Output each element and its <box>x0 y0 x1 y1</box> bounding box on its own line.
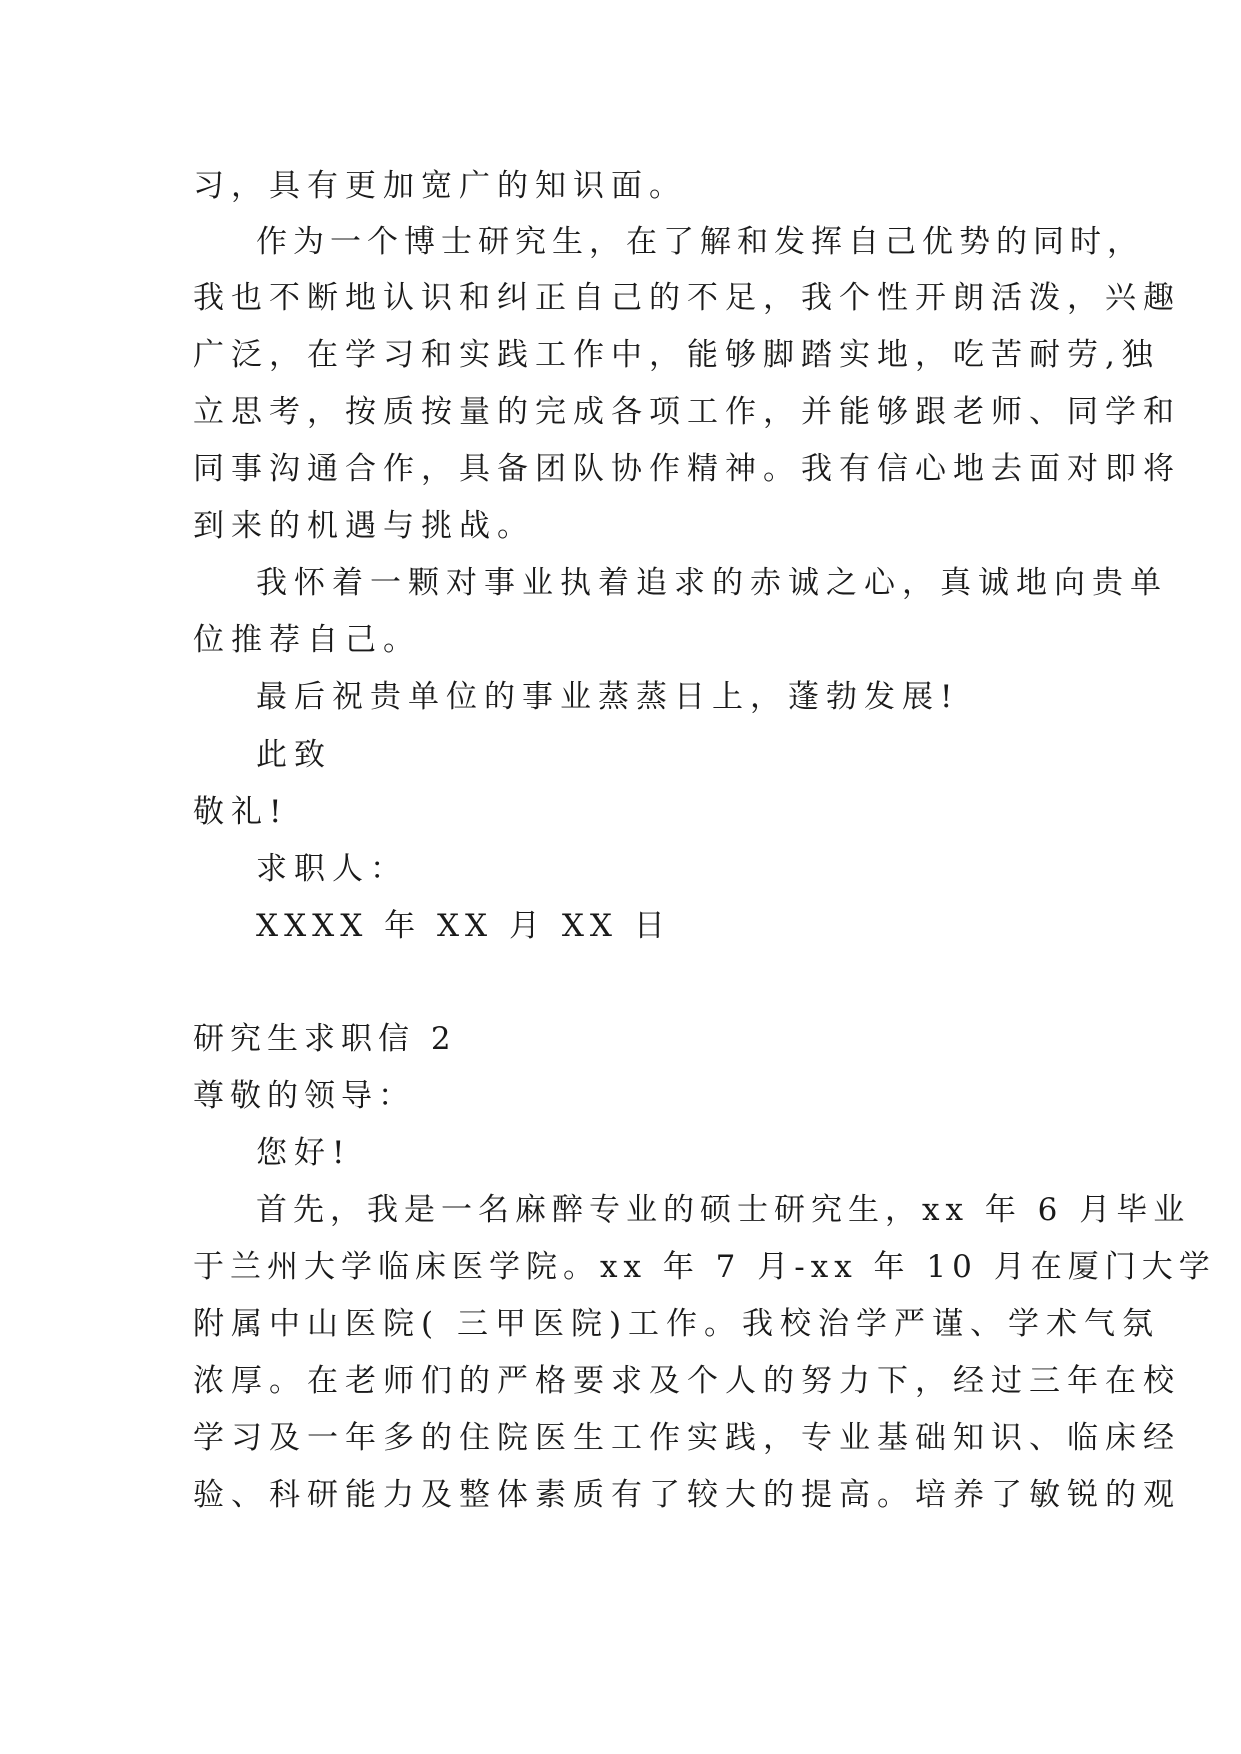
paragraph-line: 附属中山医院( 三甲医院)工作。我校治学严谨、学术气氛 <box>193 1306 1161 1342</box>
paragraph-line: 到来的机遇与挑战。 <box>193 508 535 544</box>
paragraph-line: 首先，我是一名麻醉专业的硕士研究生，xx 年 6 月毕业 <box>256 1192 1191 1228</box>
greeting-line: 尊敬的领导： <box>193 1078 415 1114</box>
paragraph-line: 广泛，在学习和实践工作中，能够脚踏实地，吃苦耐劳,独 <box>193 337 1160 373</box>
paragraph-line: 最后祝贵单位的事业蒸蒸日上，蓬勃发展! <box>256 679 960 715</box>
closing-regards: 敬礼! <box>193 794 289 830</box>
paragraph-line: 立思考，按质按量的完成各项工作，并能够跟老师、同学和 <box>193 394 1181 430</box>
paragraph-line: 浓厚。在老师们的严格要求及个人的努力下，经过三年在校 <box>193 1363 1181 1399</box>
paragraph-line: 位推荐自己。 <box>193 622 421 658</box>
date-line: XXXX 年 XX 月 XX 日 <box>256 908 671 944</box>
paragraph-line: 我怀着一颗对事业执着追求的赤诚之心，真诚地向贵单 <box>256 565 1168 601</box>
greeting-hello: 您好! <box>256 1135 352 1171</box>
paragraph-line: 验、科研能力及整体素质有了较大的提高。培养了敏锐的观 <box>193 1477 1181 1513</box>
closing-salutation: 此致 <box>256 737 332 773</box>
paragraph-line: 学习及一年多的住院医生工作实践，专业基础知识、临床经 <box>193 1420 1181 1456</box>
paragraph-line: 于兰州大学临床医学院。xx 年 7 月-xx 年 10 月在厦门大学 <box>193 1249 1216 1285</box>
paragraph-line: 同事沟通合作，具备团队协作精神。我有信心地去面对即将 <box>193 451 1181 487</box>
paragraph-line: 作为一个博士研究生，在了解和发挥自己优势的同时， <box>256 224 1144 260</box>
paragraph-line: 我也不断地认识和纠正自己的不足，我个性开朗活泼，兴趣 <box>193 280 1181 316</box>
paragraph-line: 习，具有更加宽广的知识面。 <box>193 168 687 204</box>
signature-label: 求职人： <box>256 851 408 887</box>
section-title: 研究生求职信 2 <box>193 1021 457 1057</box>
